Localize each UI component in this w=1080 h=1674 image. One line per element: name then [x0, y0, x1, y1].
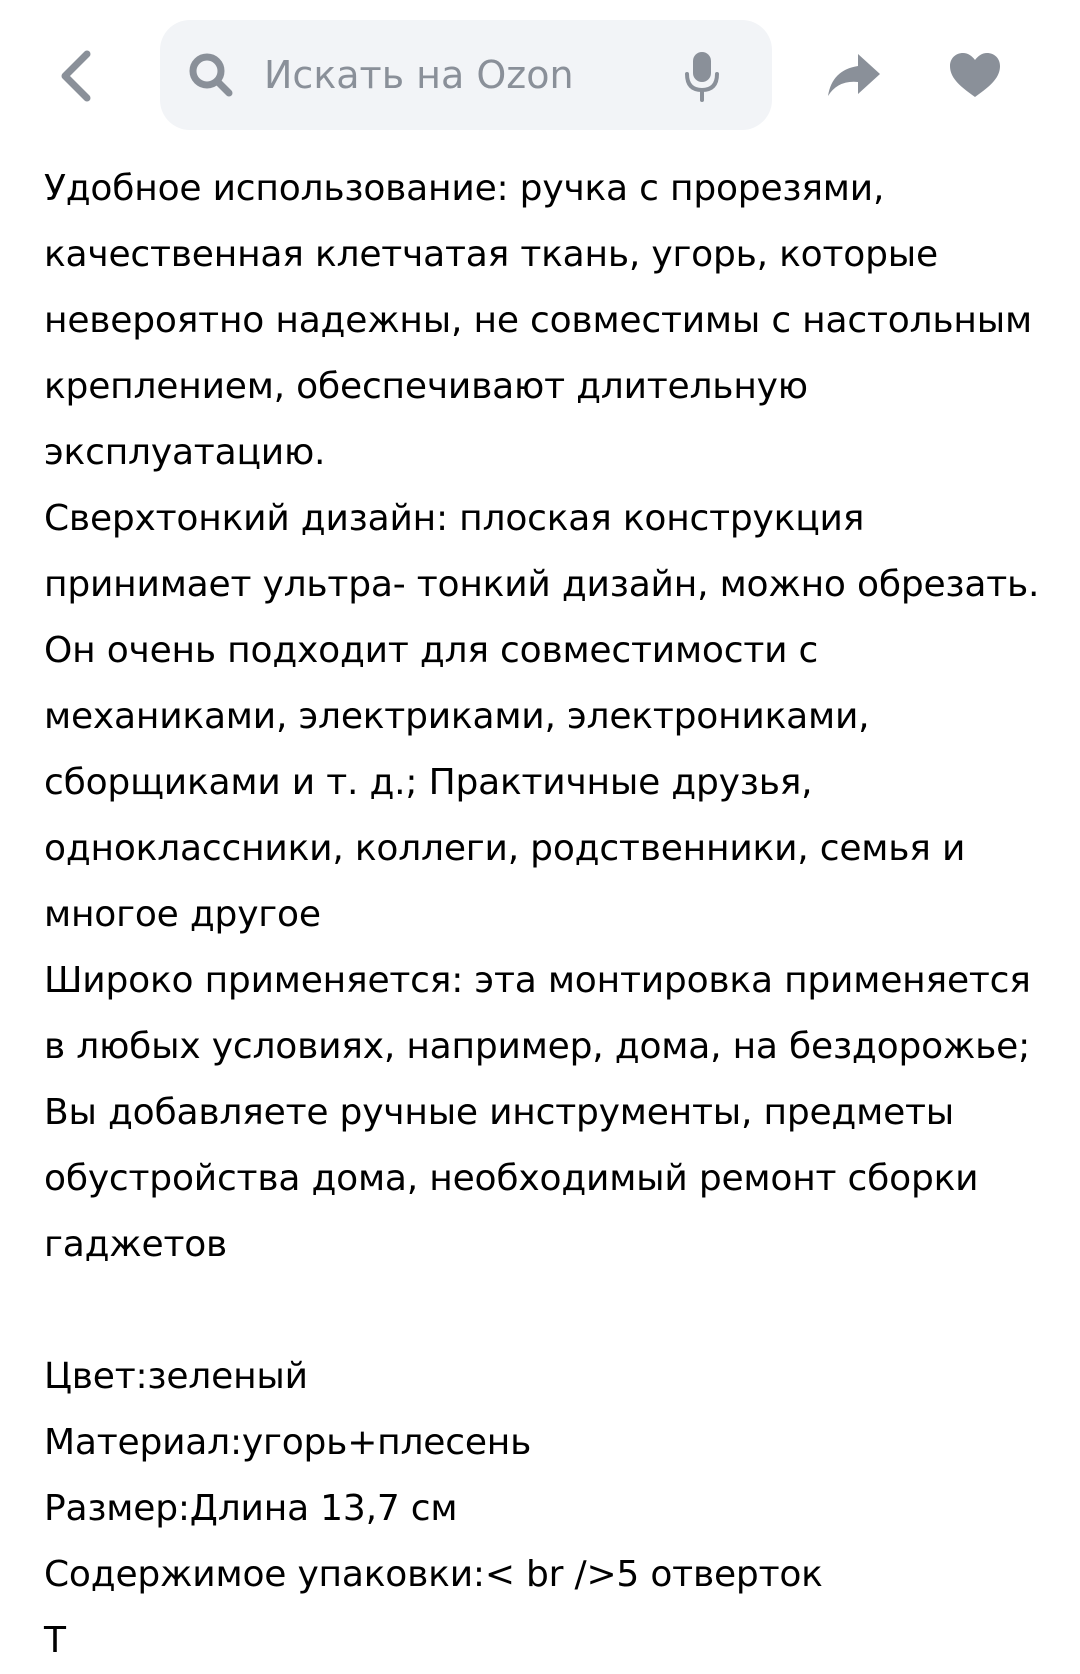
spec-package-contents: Содержимое упаковки:< br />5 отверток: [44, 1554, 823, 1595]
favorite-button[interactable]: [940, 40, 1010, 110]
search-input[interactable]: [264, 40, 644, 110]
spec-truncated-line: Т: [44, 1620, 66, 1661]
description-paragraph-application: Широко применяется: эта монтировка применяется в любых условиях, например, дома, на бездорожье; Вы добавляете ручные инструменты, предметы обустройства дома, необходимый ремонт сборки гаджетов: [44, 960, 1031, 1265]
share-arrow-icon: [824, 50, 882, 100]
microphone-icon[interactable]: [680, 50, 724, 102]
top-bar: [0, 0, 1080, 150]
share-button[interactable]: [818, 40, 888, 110]
search-bar[interactable]: [160, 20, 772, 130]
magnifier-icon: [186, 50, 236, 100]
spec-color: Цвет:зеленый: [44, 1356, 308, 1397]
product-description: [44, 156, 1054, 1674]
heart-icon: [948, 51, 1002, 99]
spec-material: Материал:угорь+плесень: [44, 1422, 532, 1463]
description-paragraph-design: Сверхтонкий дизайн: плоская конструкция принимает ультра- тонкий дизайн, можно обрезать. Он очень подходит для совместимости с механиками, электриками, электрониками, сборщиками и т. д.; Практичные друзья, одноклассники, коллеги, родственники, семья и многое другое: [44, 498, 1040, 935]
back-button[interactable]: [42, 36, 108, 116]
spec-size: Размер:Длина 13,7 см: [44, 1488, 458, 1529]
spacer: [44, 1278, 1054, 1344]
chevron-left-icon: [55, 46, 95, 106]
description-paragraph-usage: Удобное использование: ручка с прорезями, качественная клетчатая ткань, угорь, которые невероятно надежны, не совместимы с настольным креплением, обеспечивают длительную эксплуатацию.: [44, 168, 1032, 473]
